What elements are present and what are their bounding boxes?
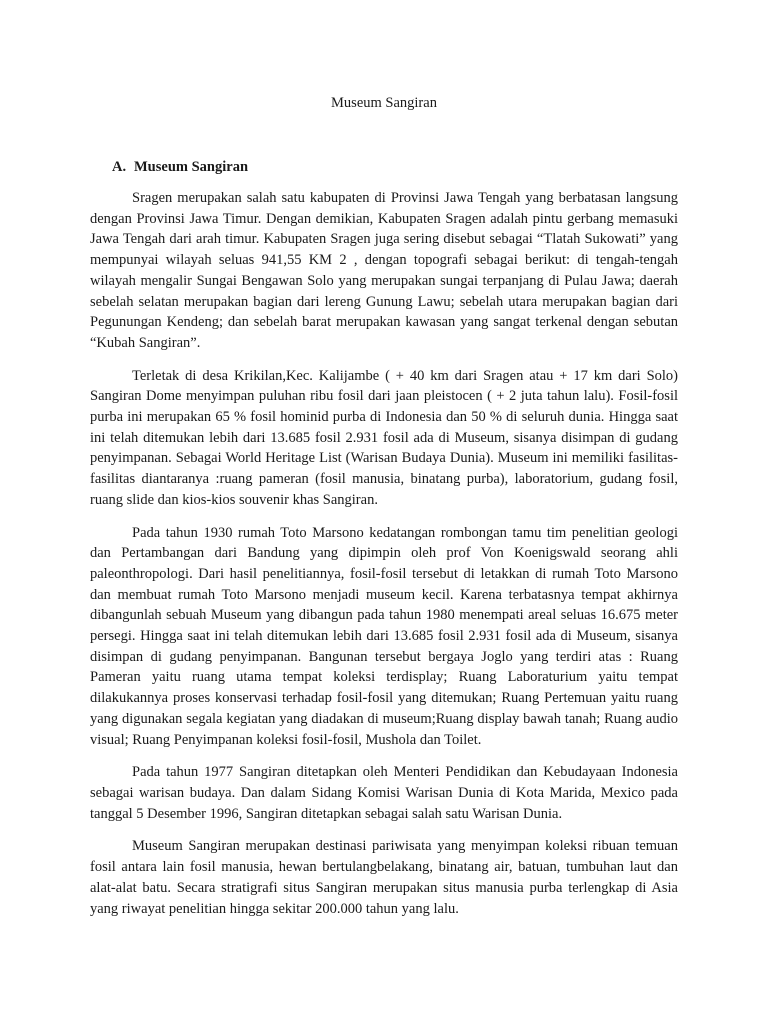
paragraph-collection: Museum Sangiran merupakan destinasi pariwisata yang menyimpan koleksi ribuan temuan fosil antara lain fosil manusia, hewan bertulangbelakang, binatang air, batuan, tumbuhan laut dan alat-alat batu. Secara stratigrafi situs Sangiran merupakan situs manusia purba terlengkap di Asia yang riwayat penelitian hingga sekitar 200.000 tahun yang lalu. [90, 838, 678, 917]
paragraph-history: Pada tahun 1930 rumah Toto Marsono kedatangan rombongan tamu tim penelitian geologi dan Pertambangan dari Bandung yang dipimpin oleh prof Von Koenigswald seorang ahli paleonthropologi. Dari hasil penelitiannya, fosil-fosil tersebut di letakkan di rumah Toto Marsono dan membuat rumah Toto Marsono menjadi museum kecil. Karena terbatasnya tempat akhirnya dibangunlah sebuah Museum yang dibangun pada tahun 1980 menempati areal seluas 16.675 meter persegi. Hingga saat ini telah ditemukan lebih dari 13.685 fosil 2.931 fosil ada di Museum, sisanya disimpan di gudang penyimpanan. Bangunan tersebut bergaya Joglo yang terdiri atas : Ruang Pameran yaitu ruang utama tempat koleksi terdisplay; Ruang Laboraturium yaitu tempat dilakukannya proses konservasi terhadap fosil-fosil yang ditemukan; Ruang Pertemuan yaitu ruang yang digunakan segala kegiatan yang diadakan di museum;Ruang display bawah tanah; Ruang audio visual; Ruang Penyimpanan koleksi fosil-fosil, Mushola dan Toilet. [90, 524, 678, 748]
section-heading-text: Museum Sangiran [134, 159, 249, 175]
paragraph-location-facilities: Terletak di desa Krikilan,Kec. Kalijambe ( + 40 km dari Sragen atau + 17 km dari Solo) Sangiran Dome menyimpan puluhan ribu fosil dari jaan pleistocen ( + 2 juta tahun lalu). Fosil-fosil purba ini merupakan 65 % fosil hominid purba di Indonesia dan 50 % di seluruh dunia. Hingga saat ini telah ditemukan lebih dari 13.685 fosil 2.931 fosil ada di Museum, sisanya disimpan di gudang penyimpanan. Sebagai World Heritage List (Warisan Budaya Dunia). Museum ini memiliki fasilitas-fasilitas diantaranya :ruang pameran (fosil manusia, binatang purba), laboratorium, gudang fosil, ruang slide dan kios-kios souvenir khas Sangiran. [90, 367, 678, 508]
page-title: Museum Sangiran [331, 95, 437, 111]
section-heading [112, 158, 678, 176]
paragraph-sragen-overview: Sragen merupakan salah satu kabupaten di Provinsi Jawa Tengah yang berbatasan langsung dengan Provinsi Jawa Timur. Dengan demikian, Kabupaten Sragen adalah pintu gerbang memasuki Jawa Tengah dari arah timur. Kabupaten Sragen juga sering disebut sebagai “Tlatah Sukowati” yang mempunyai wilayah seluas 941,55 KM 2 , dengan topografi sebagai berikut: di tengah-tengah wilayah mengalir Sungai Bengawan Solo yang merupakan sungai terpanjang di Pulau Jawa; daerah sebelah selatan merupakan bagian dari lereng Gunung Lawu; sebelah utara merupakan bagian dari Pegunungan Kendeng; dan sebelah barat merupakan kawasan yang sangat terkenal dengan sebutan “Kubah Sangiran”. [90, 190, 678, 351]
paragraph-world-heritage: Pada tahun 1977 Sangiran ditetapkan oleh Menteri Pendidikan dan Kebudayaan Indonesia sebagai warisan budaya. Dan dalam Sidang Komisi Warisan Dunia di Kota Marida, Mexico pada tanggal 5 Desember 1996, Sangiran ditetapkan sebagai salah satu Warisan Dunia. [90, 764, 678, 822]
section-number: A. [112, 159, 127, 175]
